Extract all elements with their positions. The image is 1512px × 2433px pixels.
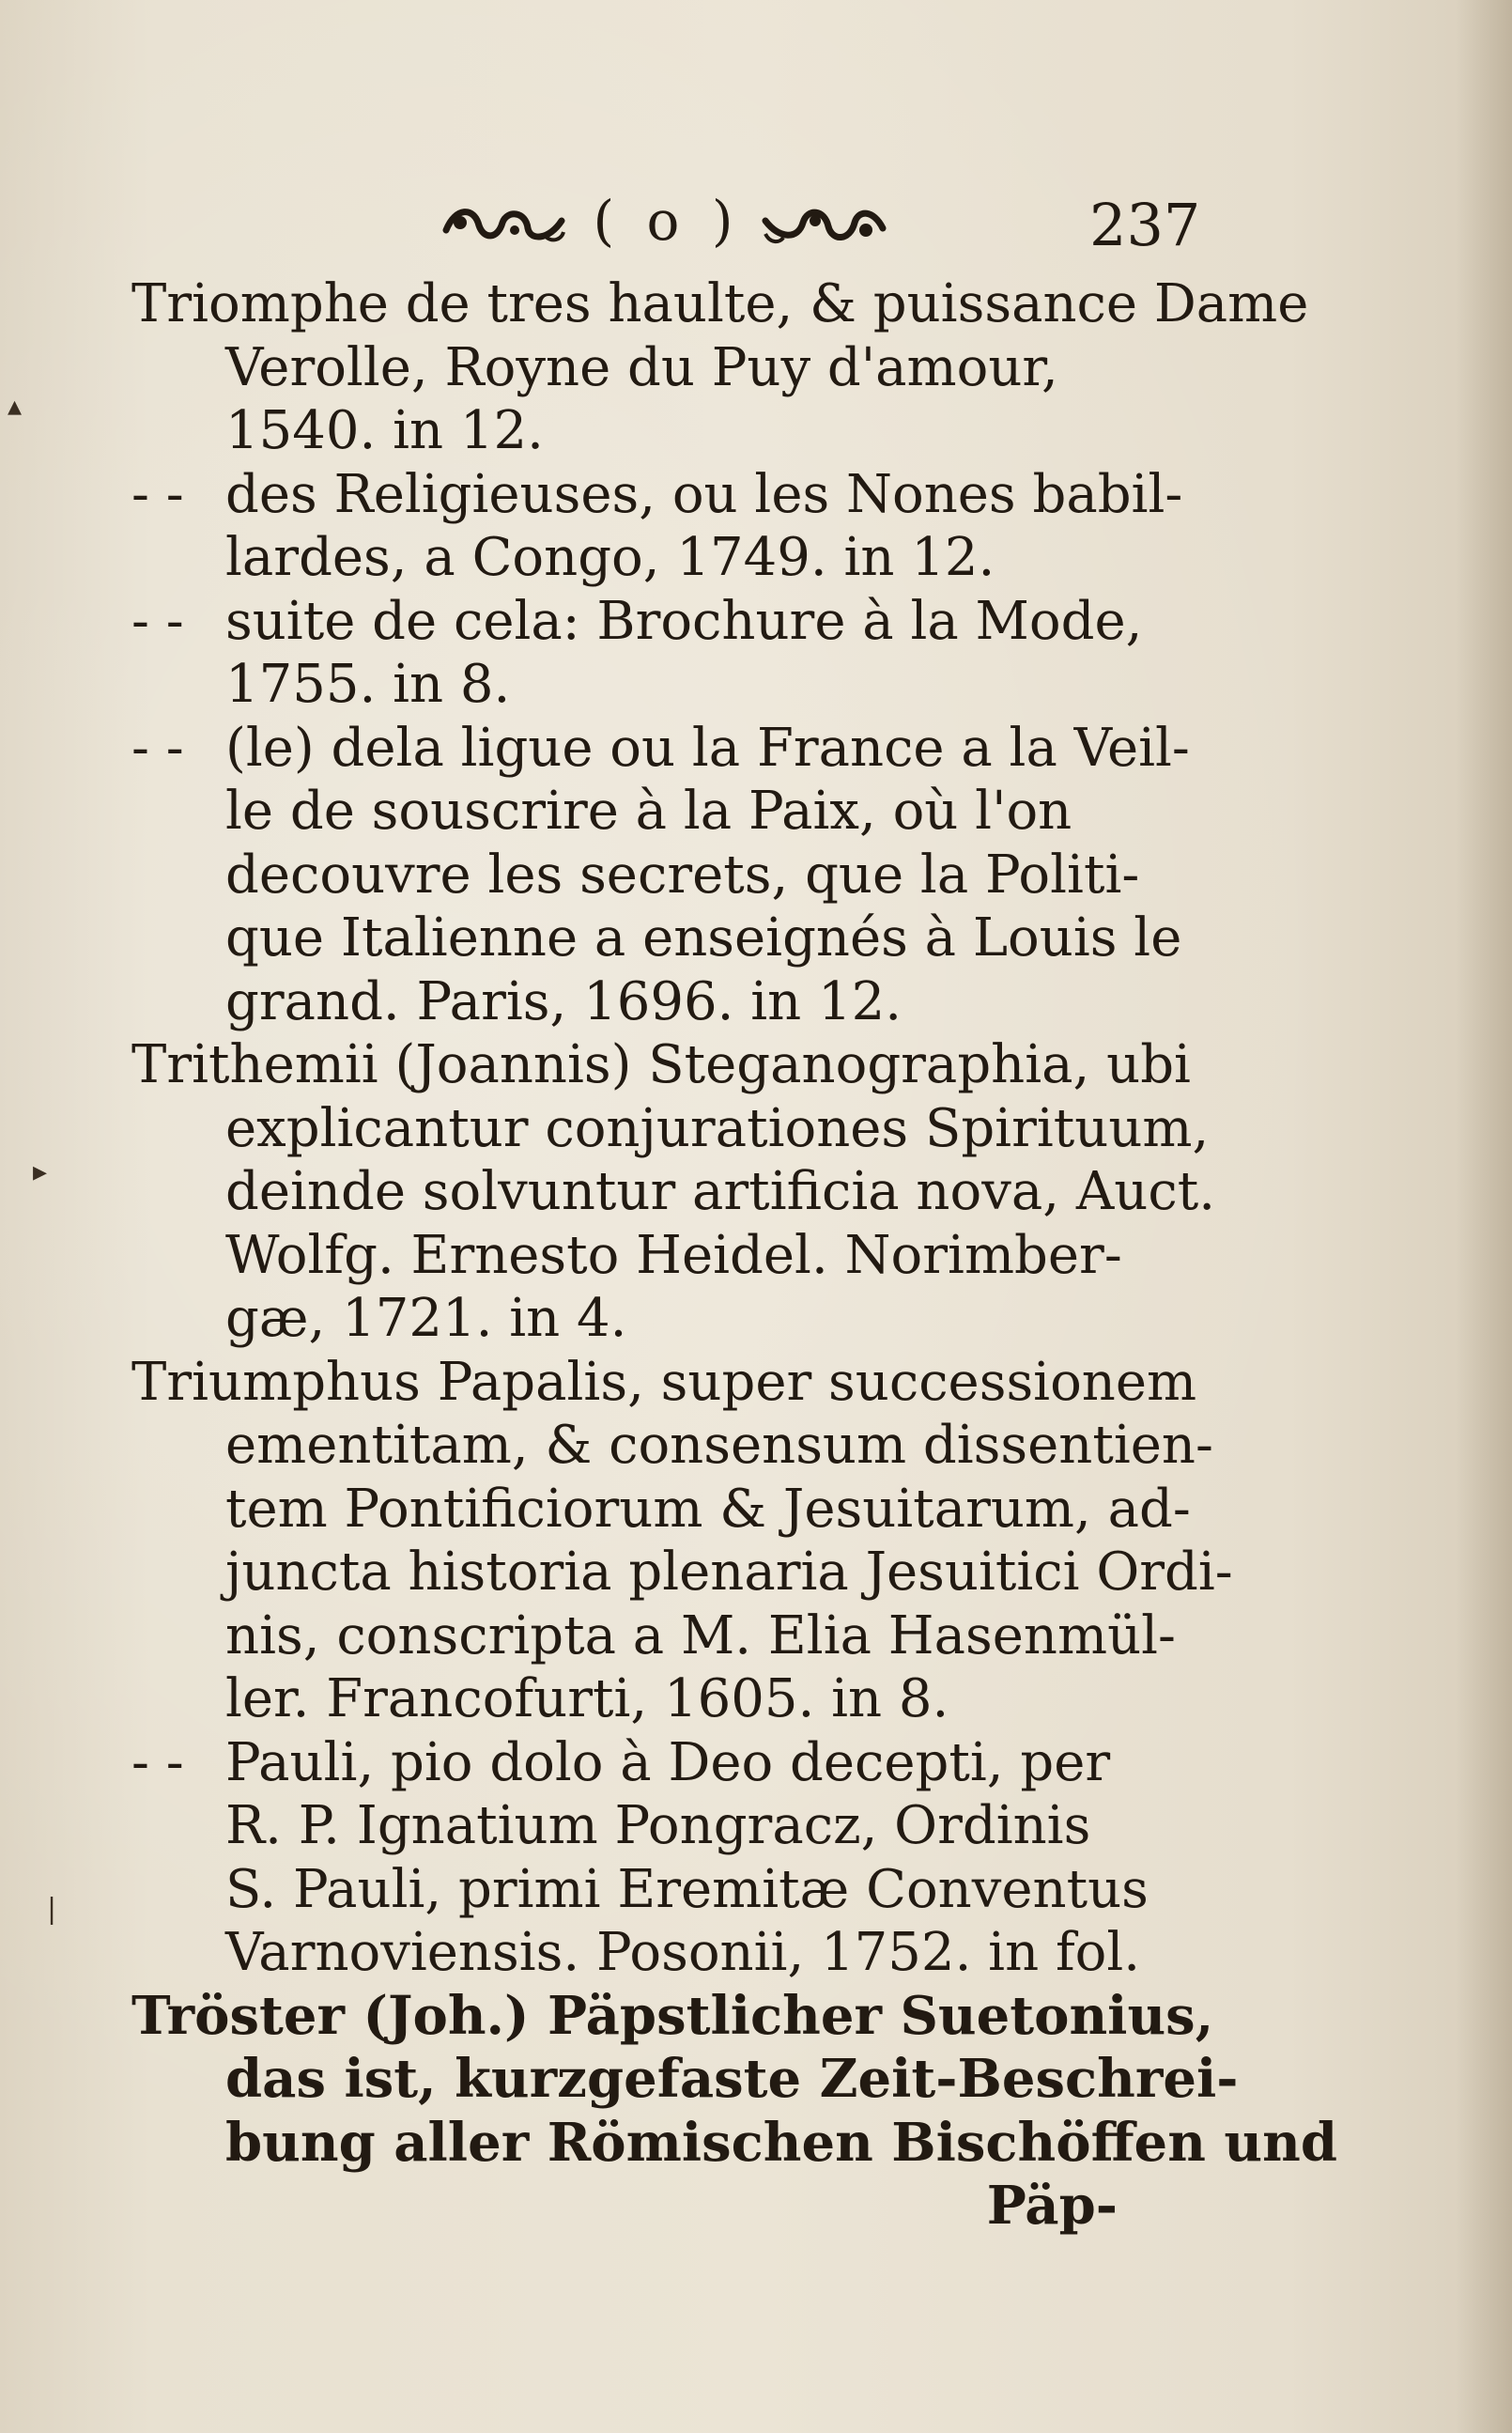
text-line: le de souscrire à la Paix, où l'on [225,781,1072,842]
text-line: das ist, kurzgefaste Zeit-Beschrei- [225,2048,1239,2110]
entry-5 [131,1033,1215,1351]
text-line: Triumphus Papalis, super successionem [131,1351,1197,1413]
margin-mark: | [47,1893,57,1926]
text-line: bung aller Römischen Bischöffen und [225,2111,1337,2174]
text-line: Wolfg. Ernesto Heidel. Norimber- [225,1224,1122,1286]
text-line: S. Pauli, primi Eremitæ Conventus [225,1858,1149,1920]
text-line: explicantur conjurationes Spirituum, [225,1097,1210,1159]
text-line: nis, conscripta a M. Elia Hasenmül- [225,1604,1176,1666]
text-line: ementitam, & consensum dissentien- [225,1415,1213,1476]
text-line: Varnoviensis. Posonii, 1752. in fol. [225,1922,1141,1983]
text-line: gæ, 1721. in 4. [225,1288,627,1349]
text-line: 1755. in 8. [225,654,511,715]
text-line: lardes, a Congo, 1749. in 12. [225,527,995,588]
ditto-dash: - - [131,717,184,779]
entry-2 [131,463,1193,590]
ditto-dash: - - [131,463,184,525]
text-line: Verolle, Royne du Puy d'amour, [225,336,1058,398]
text-line: tem Pontificiorum & Jesuitarum, ad- [225,1478,1191,1540]
page-header [441,189,1201,259]
text-line: grand. Paris, 1696. in 12. [225,970,903,1032]
entry-8-fraktur [131,1984,1337,2176]
text-line: - - suite de cela: Brochure à la Mode, [131,590,1143,652]
text-line: ler. Francofurti, 1605. in 8. [225,1668,949,1729]
text-line: R. P. Ignatium Pongracz, Ordinis [225,1795,1091,1856]
text-line: - - Pauli, pio dolo à Deo decepti, per [131,1731,1111,1793]
margin-mark: ▴ [8,390,23,423]
ditto-dash: - - [131,590,184,652]
page-number: 237 [1089,191,1201,259]
text-line: 1540. in 12. [225,400,544,461]
entry-7 [131,1731,1193,1985]
text-line: que Italienne a enseignés à Louis le [225,907,1182,969]
entry-3 [131,590,1193,717]
text-line: - - des Religieuses, ou les Nones babil- [131,463,1183,525]
text-line: Trithemii (Joannis) Steganographia, ubi [131,1034,1191,1095]
left-ornament-icon [441,202,568,247]
catchword: Päp- [986,2175,1118,2237]
text-line: Triomphe de tres haulte, & puissance Dame [131,273,1309,334]
text-line: juncta historia plenaria Jesuitici Ordi- [225,1542,1233,1603]
ditto-dash: - - [131,1731,184,1793]
text-line: deinde solvuntur artificia nova, Auct. [225,1161,1215,1222]
text-line: decouvre les secrets, que la Politi- [225,844,1140,906]
text-line: Tröster (Joh.) Päpstlicher Suetonius, [131,1984,1214,2047]
entry-6 [131,1351,1233,1731]
entry-1 [131,272,1309,463]
text-line: - - (le) dela ligue ou la France a la Veil- [131,717,1190,779]
entry-4 [131,717,1193,1034]
catalogue-text [131,272,1337,2239]
right-ornament-icon [761,202,887,247]
header-center-mark: ( o ) [593,189,741,253]
margin-mark: ▸ [33,1155,48,1188]
